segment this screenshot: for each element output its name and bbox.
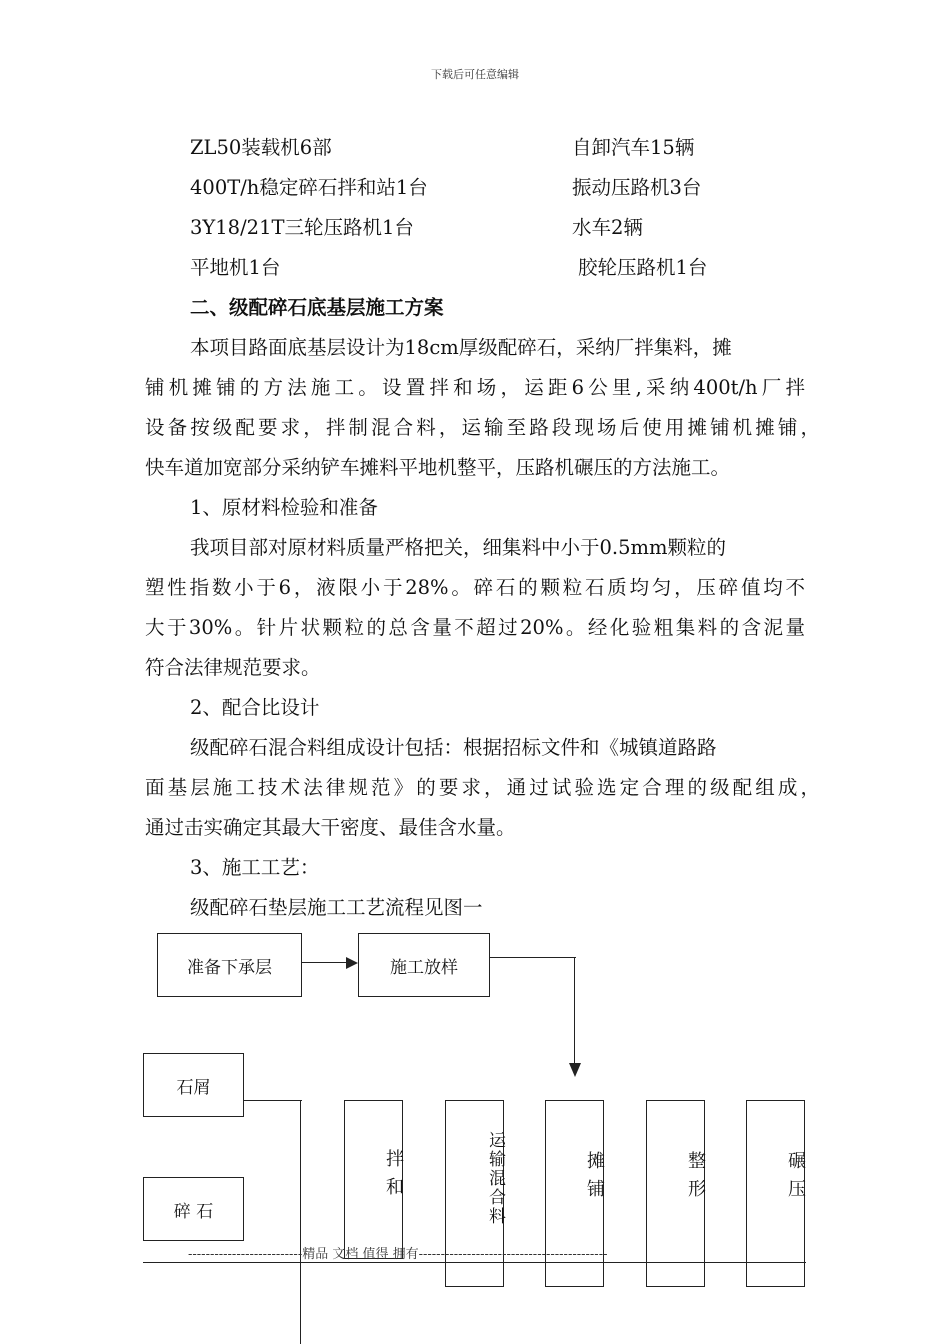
sub1-line-1: 我项目部对原材料质量严格把关，细集料中小于0.5mm颗粒的 [190, 536, 726, 559]
equipment-left-1: ZL50装载机6部 [190, 136, 332, 159]
flow-connector-top [490, 957, 576, 958]
sub1-line-4: 符合法律规范要求。 [145, 656, 321, 679]
sub1-line-2: 塑性指数小于6，液限小于28%。碎石的颗粒石质均匀，压碎值均不 [145, 576, 805, 599]
sub2-line-3: 通过击实确定其最大干密度、最佳含水量。 [145, 816, 516, 839]
page-header: 下载后可任意编辑 [431, 68, 519, 81]
equipment-right-3: 水车2辆 [572, 216, 643, 239]
equipment-right-1: 自卸汽车15辆 [572, 136, 695, 159]
equipment-left-4: 平地机1台 [190, 256, 281, 279]
intro-line-4: 快车道加宽部分采纳铲车摊料平地机整平，压路机碾压的方法施工。 [145, 456, 731, 479]
flow-box-mix-label: 拌和 [383, 1149, 404, 1205]
flow-box-gravel: 碎 石 [143, 1177, 244, 1241]
flow-box-compact-label: 碾压 [785, 1151, 806, 1207]
equipment-left-2: 400T/h稳定碎石拌和站1台 [190, 176, 428, 199]
subsection-1-title: 1、原材料检验和准备 [190, 496, 378, 519]
flow-arrowhead-1 [346, 957, 358, 969]
subsection-2-title: 2、配合比设计 [190, 696, 320, 719]
sub2-line-2: 面基层施工技术法律规范》的要求，通过试验选定合理的级配组成， [145, 776, 820, 799]
flow-connector-chips [244, 1100, 302, 1101]
flow-box-shape-label: 整形 [685, 1151, 706, 1207]
flow-arrowhead-2 [569, 1063, 581, 1077]
equipment-right-4: 胶轮压路机1台 [578, 256, 708, 279]
flow-box-mix [344, 1100, 403, 1259]
flow-caption: 级配碎石垫层施工工艺流程见图一 [190, 896, 483, 919]
flow-box-pave-label: 摊铺 [584, 1151, 605, 1207]
flow-connector-down [574, 957, 575, 1065]
sub2-line-1: 级配碎石混合料组成设计包括：根据招标文件和《城镇道路路 [190, 736, 717, 759]
section-title: 二、级配碎石底基层施工方案 [190, 296, 444, 319]
flow-box-layout: 施工放样 [358, 933, 490, 997]
flow-box-transport-label: 运输混合料 [485, 1131, 505, 1226]
intro-line-3: 设备按级配要求，拌制混合料，运输至路段现场后使用摊铺机摊铺， [145, 416, 820, 439]
intro-line-2: 铺机摊铺的方法施工。设置拌和场，运距6公里,采纳400t/h厂拌 [145, 376, 805, 399]
equipment-left-3: 3Y18/21T三轮压路机1台 [190, 216, 414, 239]
flow-connector-vertical [300, 1100, 301, 1344]
intro-line-1: 本项目路面底基层设计为18cm厚级配碎石，采纳厂拌集料，摊 [190, 336, 732, 359]
flow-arrow-line-1 [302, 962, 352, 963]
equipment-right-2: 振动压路机3台 [572, 176, 702, 199]
flow-box-chips: 石屑 [143, 1053, 244, 1117]
subsection-3-title: 3、施工工艺： [190, 856, 320, 879]
page-footer: --------------------------精品 文档 值得 拥有------------------------------------------- [188, 1247, 608, 1262]
sub1-line-3: 大于30%。针片状颗粒的总含量不超过20%。经化验粗集料的含泥量 [145, 616, 805, 639]
flow-box-prepare: 准备下承层 [157, 933, 302, 997]
